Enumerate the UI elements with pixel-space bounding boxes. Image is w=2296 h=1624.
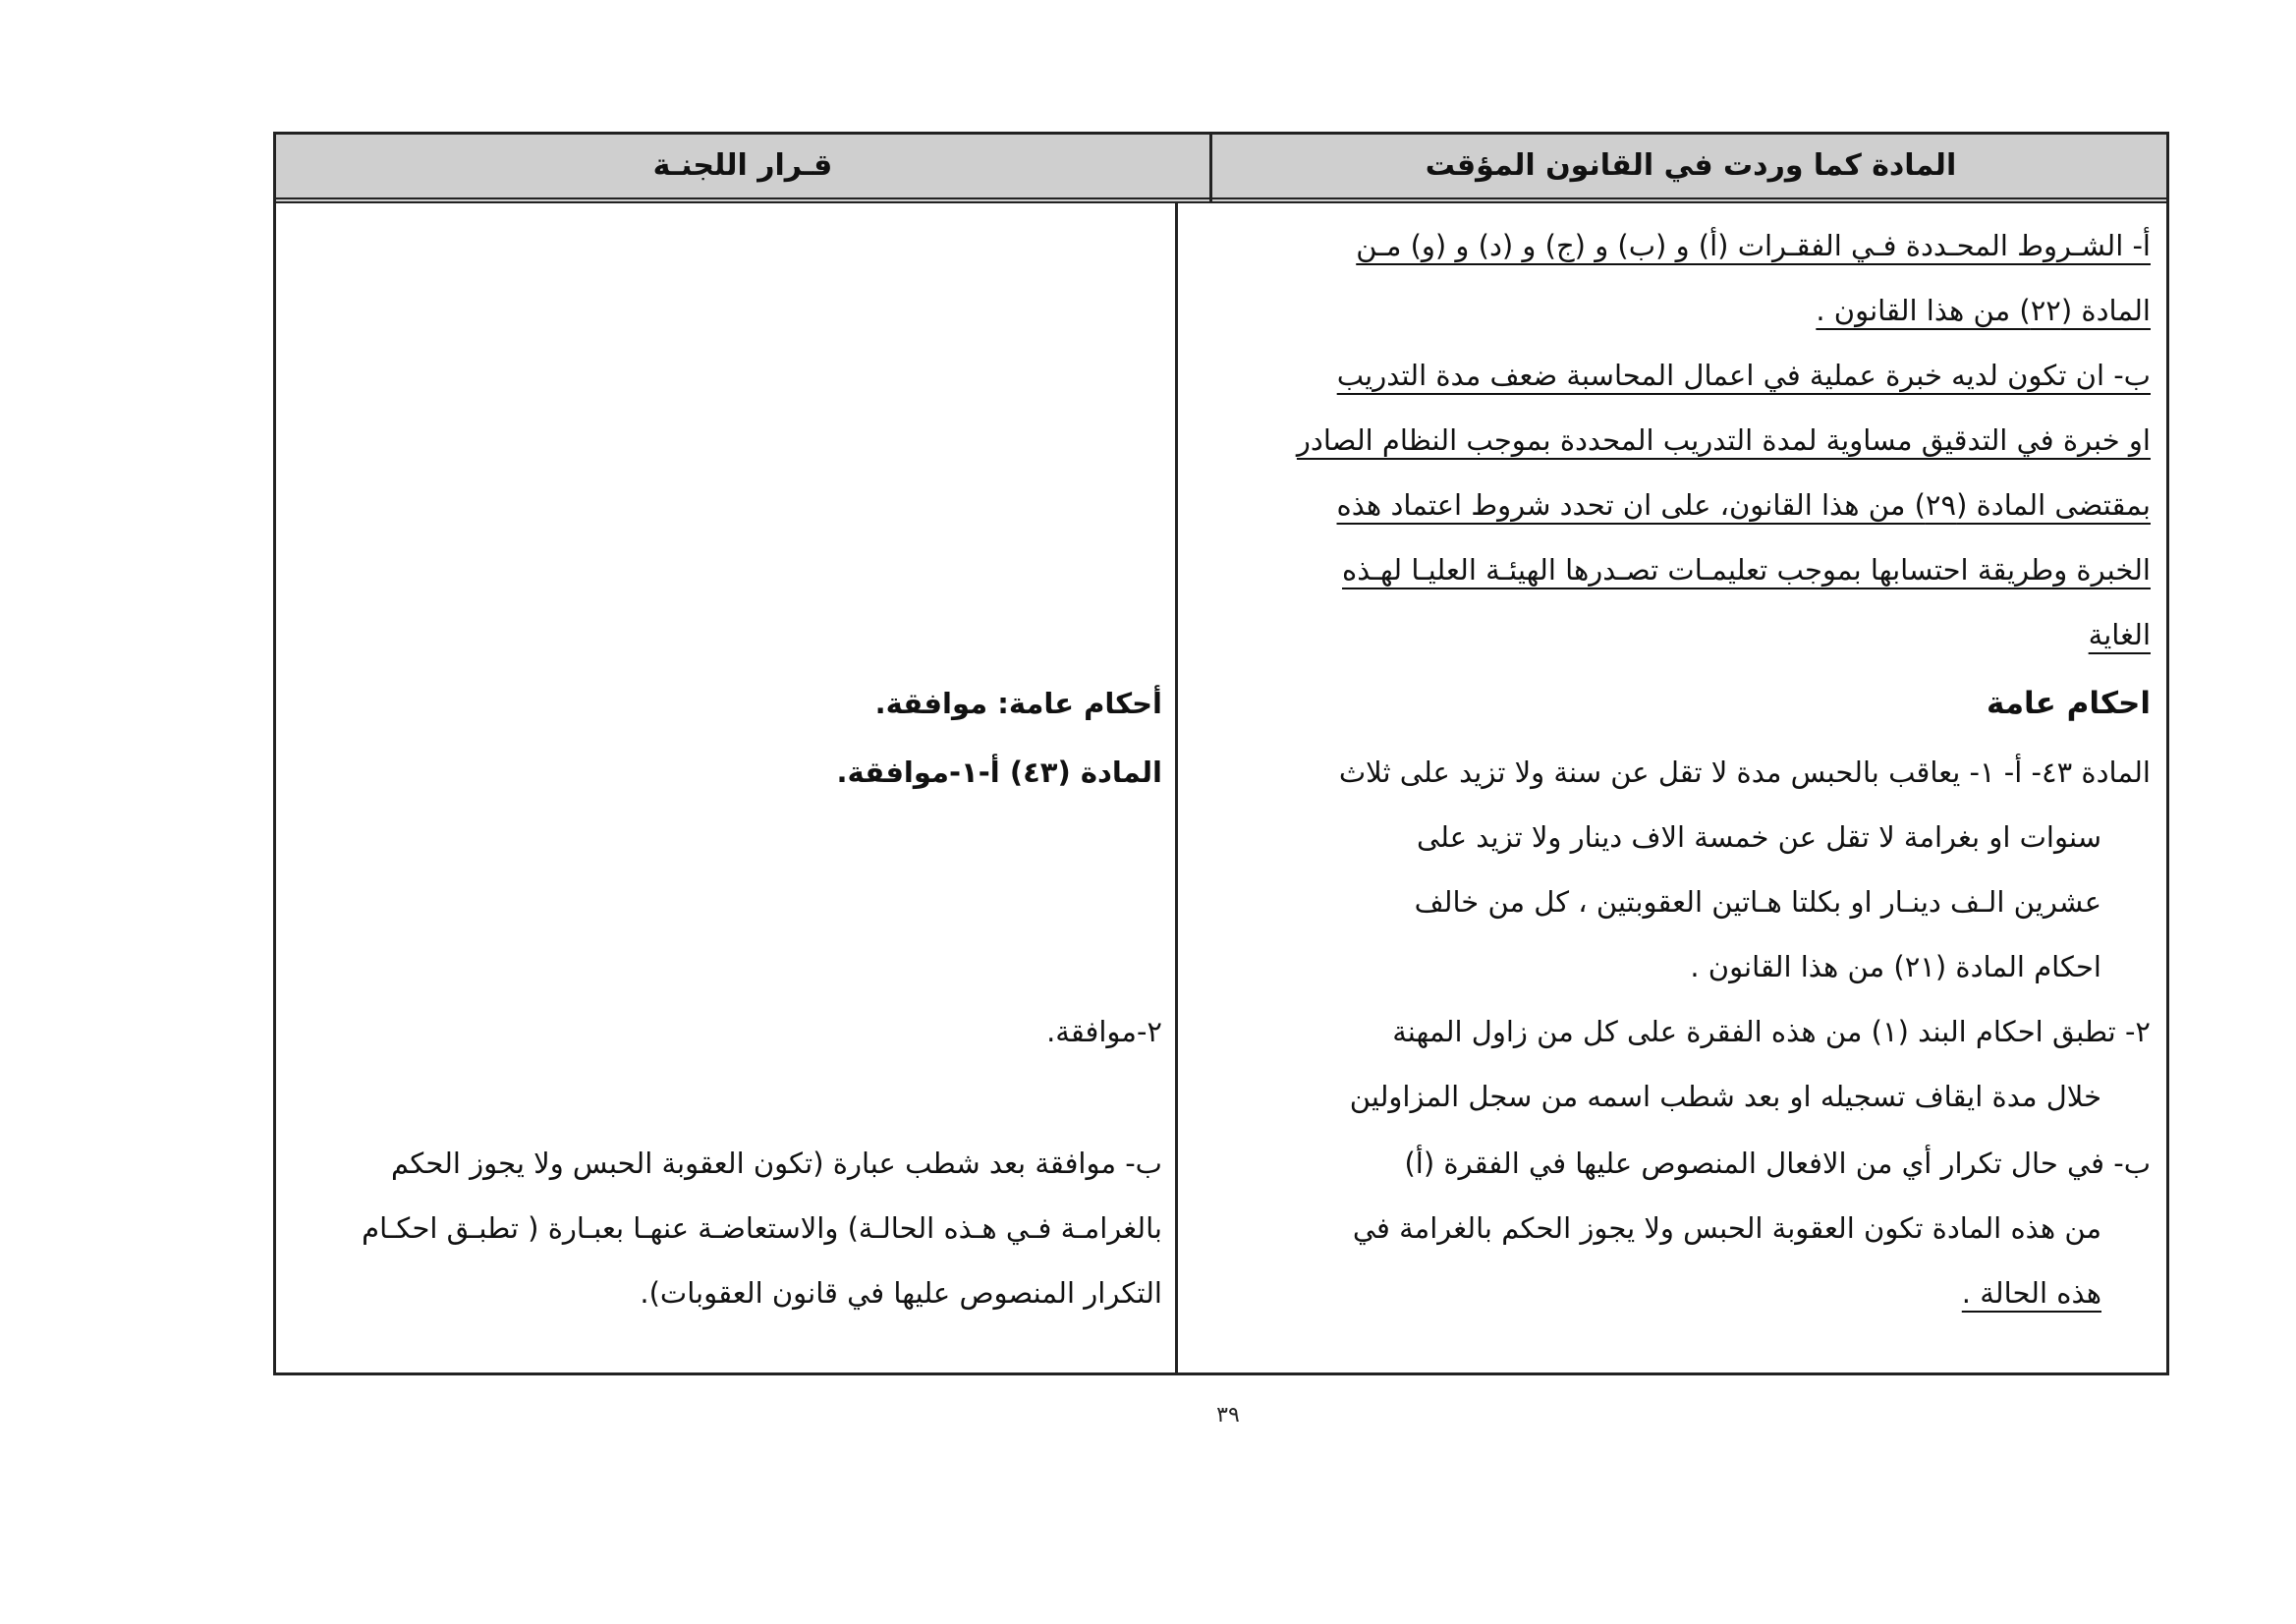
law-line: ب- في حال تكرار أي من الافعال المنصوص عليها في الفقرة (أ) [1404, 1147, 2151, 1180]
law-line: ٢- تطبق احكام البند (١) من هذه الفقرة على كل من زاول المهنة [1392, 1015, 2151, 1048]
decision-line: المادة (٤٣) أ-١-موافقة. [836, 756, 1162, 789]
decision-line: التكرار المنصوص عليها في قانون العقوبات). [640, 1276, 1162, 1310]
law-line: بمقتضى المادة (٢٩) من هذا القانون، على ان تحدد شروط اعتماد هذه [1336, 488, 2151, 522]
law-line: هذه الحالة . [1961, 1276, 2101, 1310]
comparison-table [273, 132, 2169, 1375]
header-committee-decision: قـرار اللجنـة [652, 148, 833, 183]
column-divider [1175, 203, 1178, 1375]
law-line: ب- ان تكون لديه خبرة عملية في اعمال المحاسبة ضعف مدة التدريب [1336, 359, 2151, 392]
decision-line: ب- موافقة بعد شطب عبارة (تكون العقوبة الحبس ولا يجوز الحكم [391, 1147, 1162, 1180]
section-heading: احكام عامة [1987, 686, 2151, 721]
law-line: من هذه المادة تكون العقوبة الحبس ولا يجوز الحكم بالغرامة في [1352, 1211, 2101, 1245]
committee-decision-column [288, 213, 1162, 1363]
table-header [276, 135, 2166, 203]
decision-line: أحكام عامة: موافقة. [874, 687, 1162, 720]
header-law-article: المادة كما وردت في القانون المؤقت [1425, 148, 1957, 183]
page-number: ٣٩ [1216, 1403, 1240, 1428]
law-line: أ- الشـروط المحـددة فـي الفقـرات (أ) و (ب) و (ج) و (د) و (و) مـن [1356, 229, 2151, 262]
law-line: الغاية [2088, 618, 2151, 651]
law-line: عشرين الـف دينـار او بكلتا هـاتين العقوبتين ، كل من خالف [1414, 885, 2101, 919]
decision-line: بالغرامـة فـي هـذه الحالـة) والاستعاضـة عنهـا بعبـارة ( تطبـق احكـام [362, 1211, 1162, 1245]
law-line: خلال مدة ايقاف تسجيله او بعد شطب اسمه من سجل المزاولين [1349, 1080, 2101, 1113]
law-line: او خبرة في التدقيق مساوية لمدة التدريب المحددة بموجب النظام الصادر [1296, 423, 2151, 457]
law-line: الخبرة وطريقة احتسابها بموجب تعليمـات تصـدرها الهيئـة العليـا لهـذه [1342, 553, 2151, 587]
law-line: المادة (٢٢) من هذا القانون . [1816, 294, 2151, 327]
law-line: سنوات او بغرامة لا تقل عن خمسة الاف دينار ولا تزيد على [1416, 820, 2101, 854]
law-line: المادة ٤٣- أ- ١- يعاقب بالحبس مدة لا تقل عن سنة ولا تزيد على ثلاث [1338, 756, 2151, 789]
header-divider [1209, 135, 1212, 203]
law-article-column [1193, 213, 2151, 1363]
law-line: احكام المادة (٢١) من هذا القانون . [1690, 950, 2101, 983]
decision-line: ٢-موافقة. [1046, 1015, 1162, 1048]
